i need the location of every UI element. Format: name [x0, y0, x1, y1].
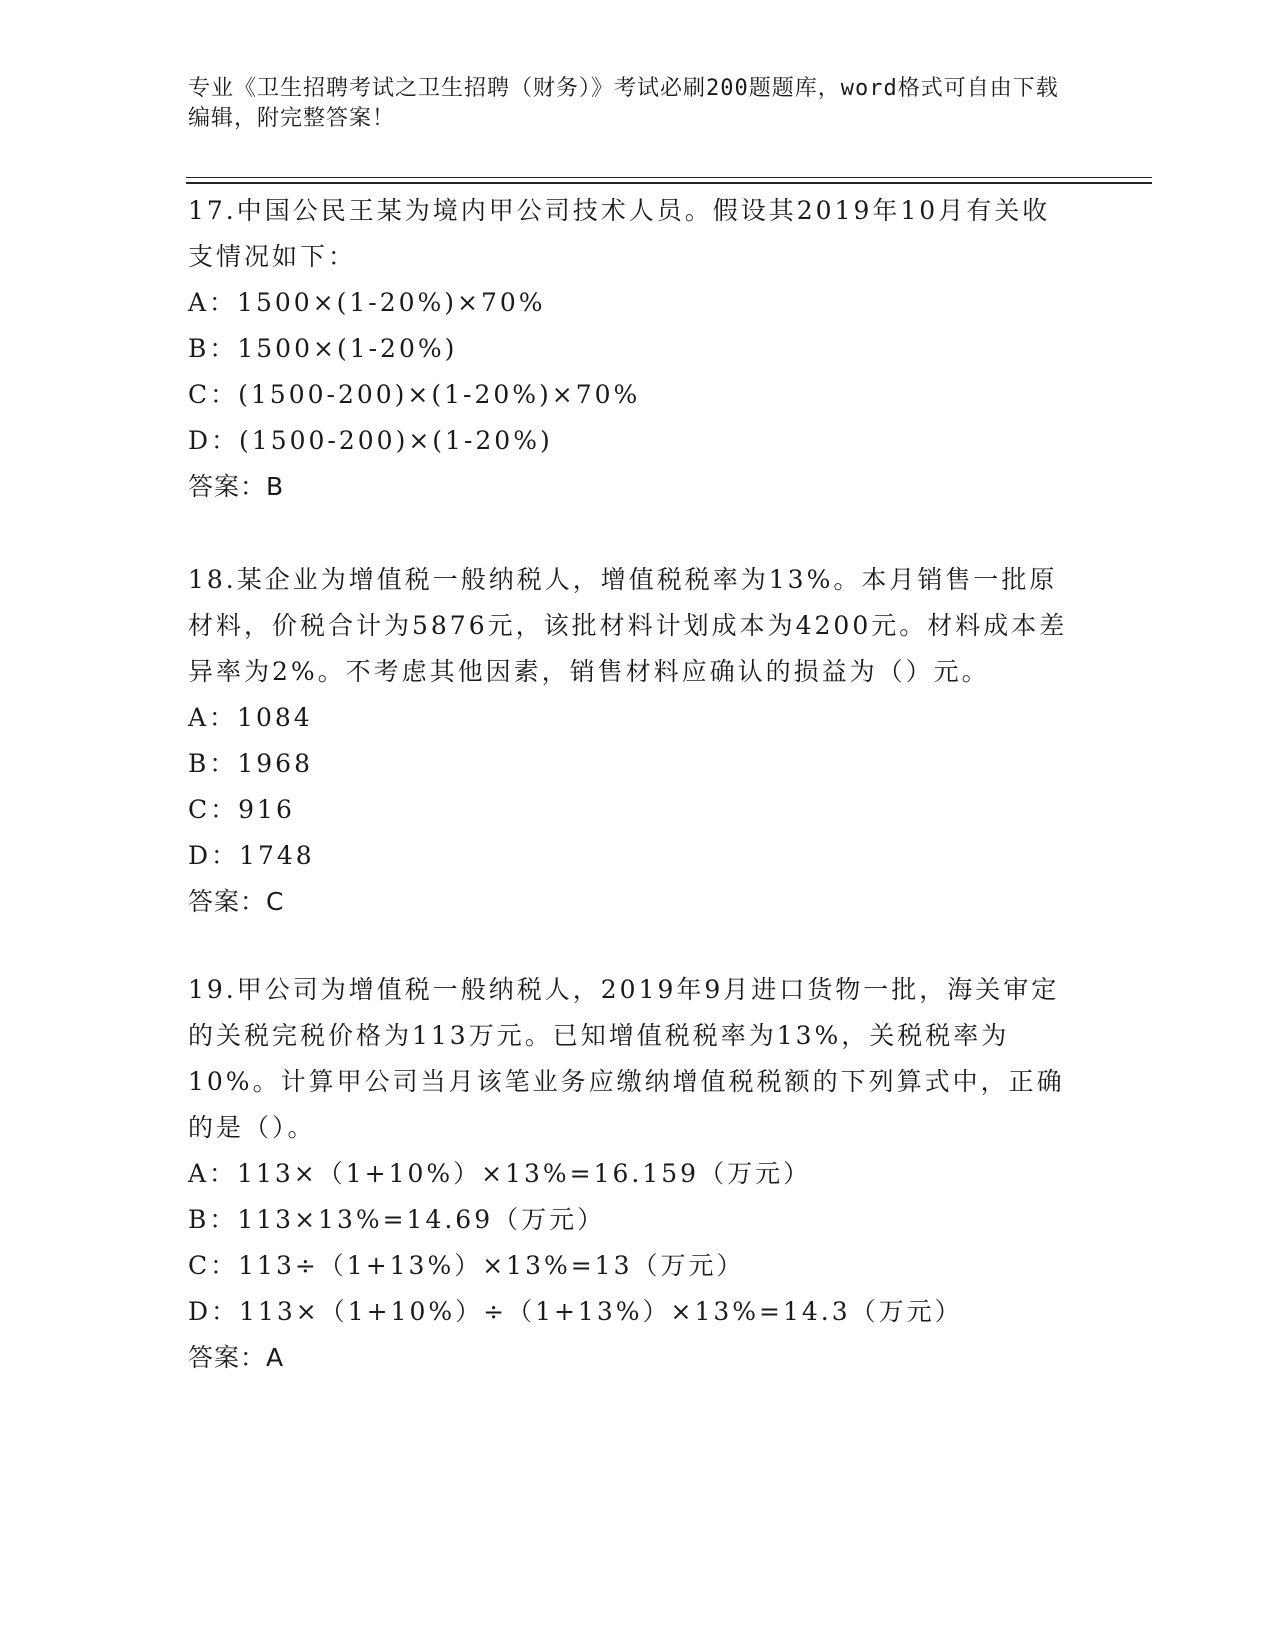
option-b: B：113×13%=14.69（万元） — [188, 1205, 606, 1234]
option-b: B：1500×(1-20%) — [188, 334, 458, 363]
document-header — [188, 74, 1068, 134]
option-c: C：916 — [188, 795, 295, 824]
header-text: 专业《卫生招聘考试之卫生招聘（财务）》考试必刷200题题库，word格式可自由下载编辑，附完整答案！ — [188, 76, 1059, 131]
option-a: A：1084 — [188, 703, 313, 732]
header-divider-thin — [186, 177, 1152, 178]
question-17 — [188, 188, 1078, 510]
question-stem: 17.中国公民王某为境内甲公司技术人员。假设其2019年10月有关收支情况如下： — [188, 196, 1051, 271]
option-c: C：113÷（1+13%）×13%=13（万元） — [188, 1251, 745, 1280]
question-stem: 19.甲公司为增值税一般纳税人，2019年9月进口货物一批，海关审定的关税完税价格为113万元。已知增值税税率为13%，关税税率为10%。计算甲公司当月该笔业务应缴纳增值税税额的下列算式中，正确的是（）。 — [188, 975, 1065, 1142]
option-c: C：(1500-200)×(1-20%)×70% — [188, 380, 641, 409]
question-18 — [188, 557, 1078, 925]
answer: 答案：B — [188, 472, 285, 501]
option-b: B：1968 — [188, 749, 313, 778]
question-19 — [188, 967, 1078, 1381]
option-d: D：1748 — [188, 841, 315, 870]
question-stem: 18.某企业为增值税一般纳税人，增值税税率为13%。本月销售一批原材料，价税合计为5876元，该批材料计划成本为4200元。材料成本差异率为2%。不考虑其他因素，销售材料应确认的损益为（）元。 — [188, 565, 1068, 686]
answer: 答案：C — [188, 887, 285, 916]
option-a: A：1500×(1-20%)×70% — [188, 288, 546, 317]
header-divider-thick — [186, 182, 1152, 184]
option-d: D：113×（1+10%）÷（1+13%）×13%=14.3（万元） — [188, 1297, 963, 1326]
option-d: D：(1500-200)×(1-20%) — [188, 426, 553, 455]
option-a: A：113×（1+10%）×13%=16.159（万元） — [188, 1159, 812, 1188]
answer: 答案：A — [188, 1343, 285, 1372]
